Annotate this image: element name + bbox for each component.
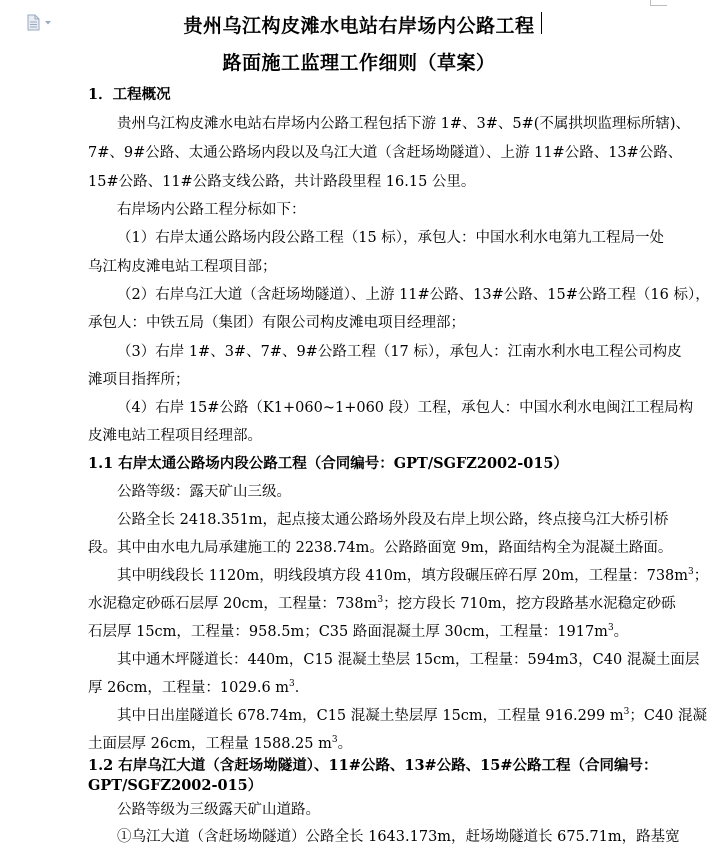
paragraph-line <box>88 595 676 613</box>
text-span: 。 <box>613 624 629 640</box>
text-span: 厚 26cm，工程量：1029.6 m <box>88 680 290 696</box>
superscript: 3 <box>377 595 384 606</box>
paragraph-line: （2）右岸乌江大道（含赶场坳隧道）、上游 11#公路、13#公路、15#公路工程（16 标）， <box>117 287 710 303</box>
page-corner-mark <box>650 0 667 6</box>
text-span: ． <box>294 680 310 696</box>
document-title: 贵州乌江构皮滩水电站右岸场内公路工程 <box>183 15 535 37</box>
section-heading-1-2-cont: GPT/SGFZ2002-015） <box>88 777 263 794</box>
paragraph-line: 公路等级为三级露天矿山道路。 <box>117 802 320 818</box>
paragraph-line <box>88 679 309 697</box>
paragraph-line <box>117 567 708 585</box>
text-span: ；C40 混凝 <box>629 708 707 724</box>
paragraph-line: （3）右岸 1#、3#、7#、9#公路工程（17 标），承包人：江南水利水电工程公司构皮 <box>117 344 682 360</box>
text-span: 土面层厚 26cm，工程量 1588.25 m <box>88 736 332 752</box>
text-span: 其中明线段长 1120m，明线段填方段 410m，填方段碾压碎石厚 20m，工程量：738m <box>117 568 689 584</box>
text-span: ；挖方段长 710m，挖方段路基水泥稳定砂砾 <box>383 596 676 612</box>
paragraph-line <box>88 735 352 753</box>
paragraph-line: 乌江构皮滩电站工程项目部； <box>88 259 277 275</box>
paragraph-line: 承包人：中铁五局（集团）有限公司构皮滩电项目经理部； <box>88 315 465 331</box>
paragraph-line: ①乌江大道（含赶场坳隧道）公路全长 1643.173m，赶场坳隧道长 675.71m，路基宽 <box>117 829 680 845</box>
section-heading-1-2: 1.2 右岸乌江大道（含赶场坳隧道）、11#公路、13#公路、15#公路工程（合同编号： <box>88 757 658 774</box>
text-span: 其中日出崖隧道长 678.74m，C15 混凝土垫层厚 15cm，工程量 916.299 m <box>117 708 624 724</box>
section-heading-1: 1．工程概况 <box>88 86 171 103</box>
paragraph-line: 贵州乌江构皮滩水电站右岸场内公路工程包括下游 1#、3#、5#(不属拱坝监理标所辖)、 <box>117 116 691 132</box>
paragraph-line: 公路全长 2418.351m，起点接太通公路场外段及右岸上坝公路，终点接乌江大桥引桥 <box>117 512 669 528</box>
text-cursor <box>541 12 542 34</box>
paragraph-line: 皮滩电站工程项目经理部。 <box>88 428 262 444</box>
paragraph-line: （4）右岸 15#公路（K1+060~1+060 段）工程，承包人：中国水利水电闽江工程局构 <box>117 400 694 416</box>
paragraph-line: 段。其中由水电九局承建施工的 2238.74m。公路路面宽 9m，路面结构全为混凝土路面。 <box>88 540 673 556</box>
superscript: 3 <box>607 623 614 634</box>
paragraph-line <box>88 623 628 641</box>
superscript: 3 <box>623 707 630 718</box>
paragraph-line: 15#公路、11#公路支线公路，共计路段里程 16.15 公里。 <box>88 174 476 190</box>
paragraph-line: 7#、9#公路、太通公路场内段以及乌江大道（含赶场坳隧道）、上游 11#公路、13#公路、 <box>88 145 683 161</box>
text-span: 。 <box>337 736 353 752</box>
paragraph-line: 公路等级：露天矿山三级。 <box>117 484 291 500</box>
text-span: ； <box>693 568 709 584</box>
superscript: 3 <box>289 679 295 690</box>
paragraph-line: 其中通木坪隧道长：440m，C15 混凝土垫层 15cm，工程量：594m3，C40 混凝土面层 <box>117 652 700 668</box>
document-subtitle: 路面施工监理工作细则（草案） <box>222 52 496 74</box>
text-span: 水泥稳定砂砾石层厚 20cm，工程量：738m <box>88 596 378 612</box>
superscript: 3 <box>331 735 338 746</box>
section-heading-1-1: 1.1 右岸太通公路场内段公路工程（合同编号：GPT/SGFZ2002-015） <box>88 455 569 472</box>
text-span: 石层厚 15cm，工程量：958.5m；C35 路面混凝土厚 30cm，工程量：1917m <box>88 624 608 640</box>
paragraph-line: 滩项目指挥所； <box>88 372 190 388</box>
paragraph-line <box>117 707 707 725</box>
paragraph-line: 右岸场内公路工程分标如下： <box>117 202 306 218</box>
paragraph-line: （1）右岸太通公路场内段公路工程（15 标），承包人：中国水利水电第九工程局一处 <box>117 230 665 246</box>
superscript: 3 <box>688 567 694 578</box>
